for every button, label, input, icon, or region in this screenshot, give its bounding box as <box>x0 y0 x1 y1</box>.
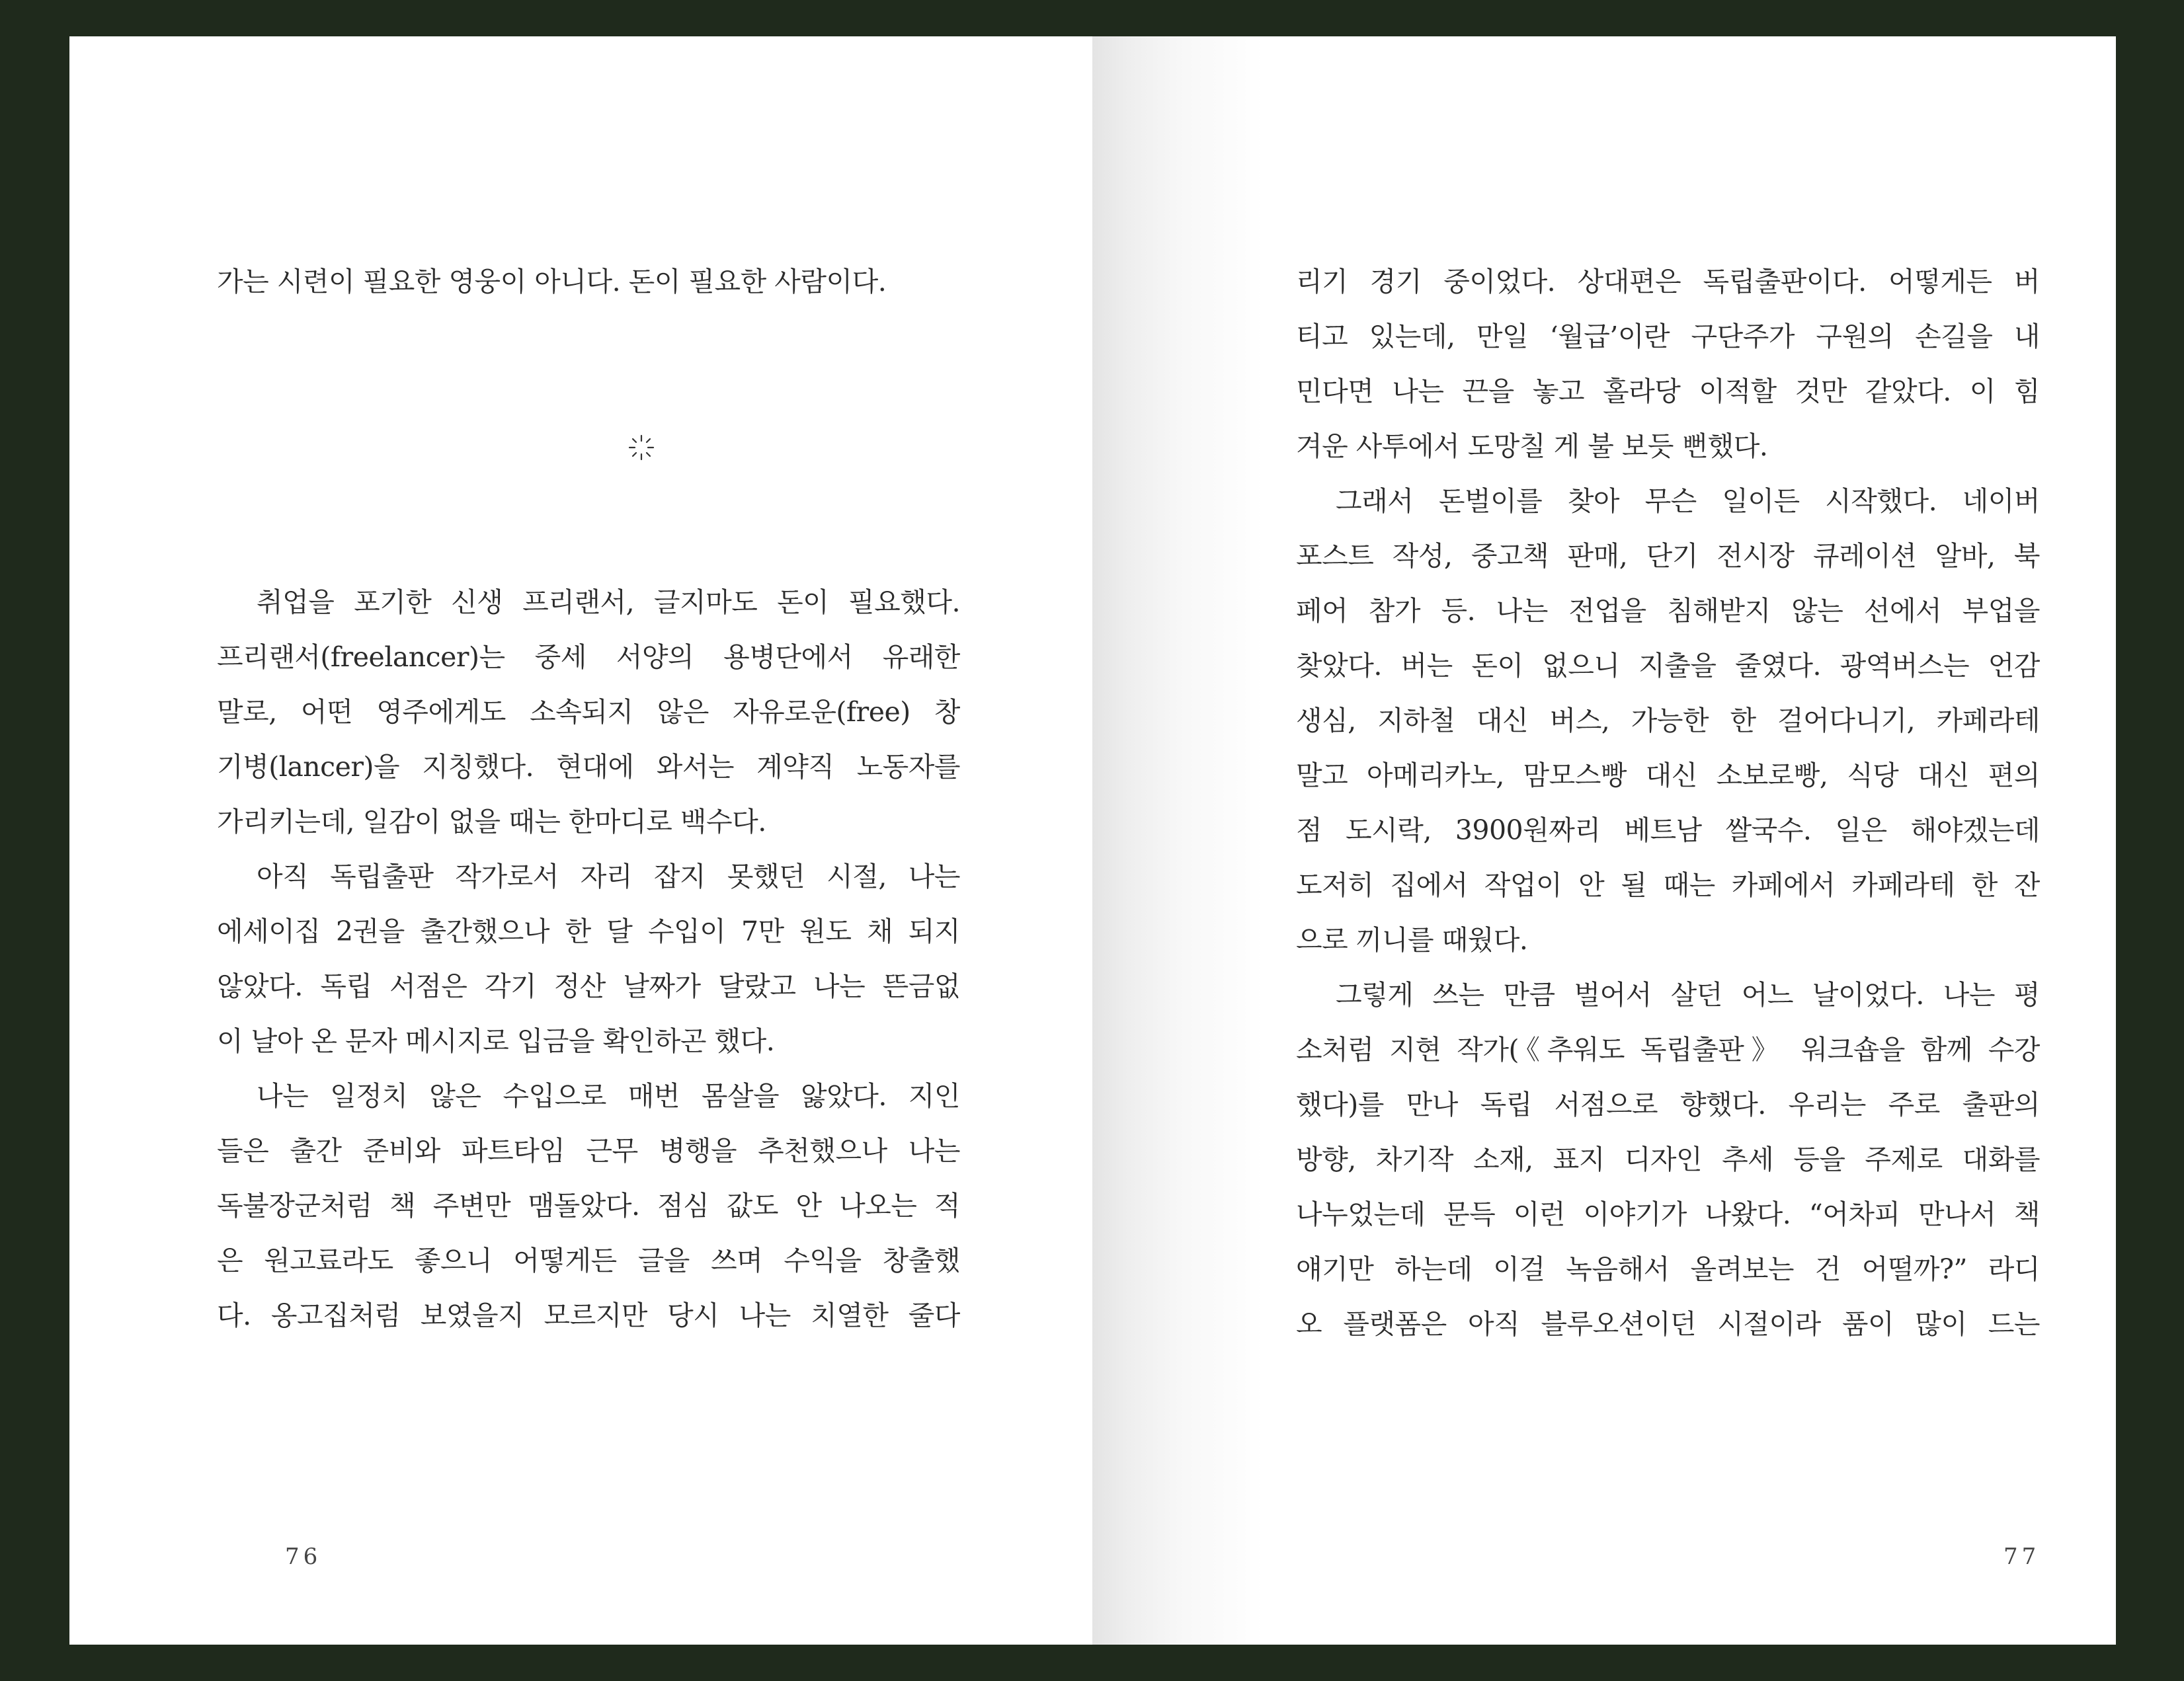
text-line: 도저히 집에서 작업이 안 될 때는 카페에서 카페라테 한 잔 <box>1296 869 2040 901</box>
text-line: 생심, 지하철 대신 버스, 가능한 한 걸어다니기, 카페라테 <box>1296 705 2040 736</box>
text-line: 말고 아메리카노, 맘모스빵 대신 소보로빵, 식당 대신 편의 <box>1296 760 2040 791</box>
text-line: 말로, 어떤 영주에게도 소속되지 않은 자유로운(free) 창 <box>217 696 960 728</box>
left-top-line: 가는 시련이 필요한 영웅이 아니다. 돈이 필요한 사람이다. <box>217 266 887 297</box>
text-line: 그래서 돈벌이를 찾아 무슨 일이든 시작했다. 네이버 <box>1336 485 2040 517</box>
text-line: 했다)를 만나 독립 서점으로 향했다. 우리는 주로 출판의 <box>1296 1089 2040 1120</box>
text-line: 가리키는데, 일감이 없을 때는 한마디로 백수다. <box>217 806 766 838</box>
page-number-left: 76 <box>285 1544 322 1570</box>
right-page <box>1092 36 2116 1645</box>
book-spread <box>69 36 2116 1645</box>
text-line: 찾았다. 버는 돈이 없으니 지출을 줄였다. 광역버스는 언감 <box>1296 650 2040 682</box>
text-line: 아직 독립출판 작가로서 자리 잡지 못했던 시절, 나는 <box>257 861 960 892</box>
text-line: 에세이집 2권을 출간했으나 한 달 수입이 7만 원도 채 되지 <box>217 916 960 947</box>
text-line: 포스트 작성, 중고책 판매, 단기 전시장 큐레이션 알바, 북 <box>1296 540 2040 572</box>
text-line: 리기 경기 중이었다. 상대편은 독립출판이다. 어떻게든 버 <box>1296 266 2040 297</box>
text-line: 이 날아 온 문자 메시지로 입금을 확인하곤 했다. <box>217 1025 775 1057</box>
text-line: 얘기만 하는데 이걸 녹음해서 올려보는 건 어떨까?” 라디 <box>1296 1253 2040 1285</box>
text-line: 독불장군처럼 책 주변만 맴돌았다. 점심 값도 안 나오는 적 <box>217 1190 960 1222</box>
left-body-text <box>217 575 960 1343</box>
text-line: 프리랜서(freelancer)는 중세 서양의 용병단에서 유래한 <box>217 641 960 673</box>
text-line: 티고 있는데, 만일 ‘월급’이란 구단주가 구원의 손길을 내 <box>1296 321 2040 352</box>
text-line: 민다면 나는 끈을 놓고 홀라당 이적할 것만 같았다. 이 힘 <box>1296 375 2040 407</box>
text-line: 겨운 사투에서 도망칠 게 불 보듯 뻔했다. <box>1296 430 1768 462</box>
text-line: 나는 일정치 않은 수입으로 매번 몸살을 앓았다. 지인 <box>257 1080 960 1112</box>
sparkle-ornament-icon <box>627 433 656 462</box>
text-line: 들은 출간 준비와 파트타임 근무 병행을 추천했으나 나는 <box>217 1135 960 1167</box>
text-line: 점 도시락, 3900원짜리 베트남 쌀국수. 일은 해야겠는데 <box>1296 814 2040 846</box>
text-line: 소처럼 지현 작가(《추워도 독립출판》 워크숍을 함께 수강 <box>1296 1034 2040 1066</box>
text-line: 기병(lancer)을 지칭했다. 현대에 와서는 계약직 노동자를 <box>217 751 960 783</box>
text-line: 오 플랫폼은 아직 블루오션이던 시절이라 품이 많이 드는 <box>1296 1308 2040 1340</box>
left-page <box>69 36 1092 1645</box>
text-line: 나누었는데 문득 이런 이야기가 나왔다. “어차피 만나서 책 <box>1296 1198 2040 1230</box>
text-line: 그렇게 쓰는 만큼 벌어서 살던 어느 날이었다. 나는 평 <box>1336 979 2040 1011</box>
text-line: 방향, 차기작 소재, 표지 디자인 추세 등을 주제로 대화를 <box>1296 1144 2040 1175</box>
text-line: 취업을 포기한 신생 프리랜서, 글지마도 돈이 필요했다. <box>257 586 960 618</box>
page-number-right: 77 <box>2003 1544 2041 1570</box>
text-line: 으로 끼니를 때웠다. <box>1296 924 1528 956</box>
text-line: 않았다. 독립 서점은 각기 정산 날짜가 달랐고 나는 뜬금없 <box>217 970 960 1002</box>
text-line: 은 원고료라도 좋으니 어떻게든 글을 쓰며 수익을 창출했 <box>217 1245 960 1276</box>
text-line: 페어 참가 등. 나는 전업을 침해받지 않는 선에서 부업을 <box>1296 595 2040 627</box>
text-line: 다. 옹고집처럼 보였을지 모르지만 당시 나는 치열한 줄다 <box>217 1300 960 1331</box>
right-body-text <box>1296 254 2040 1352</box>
